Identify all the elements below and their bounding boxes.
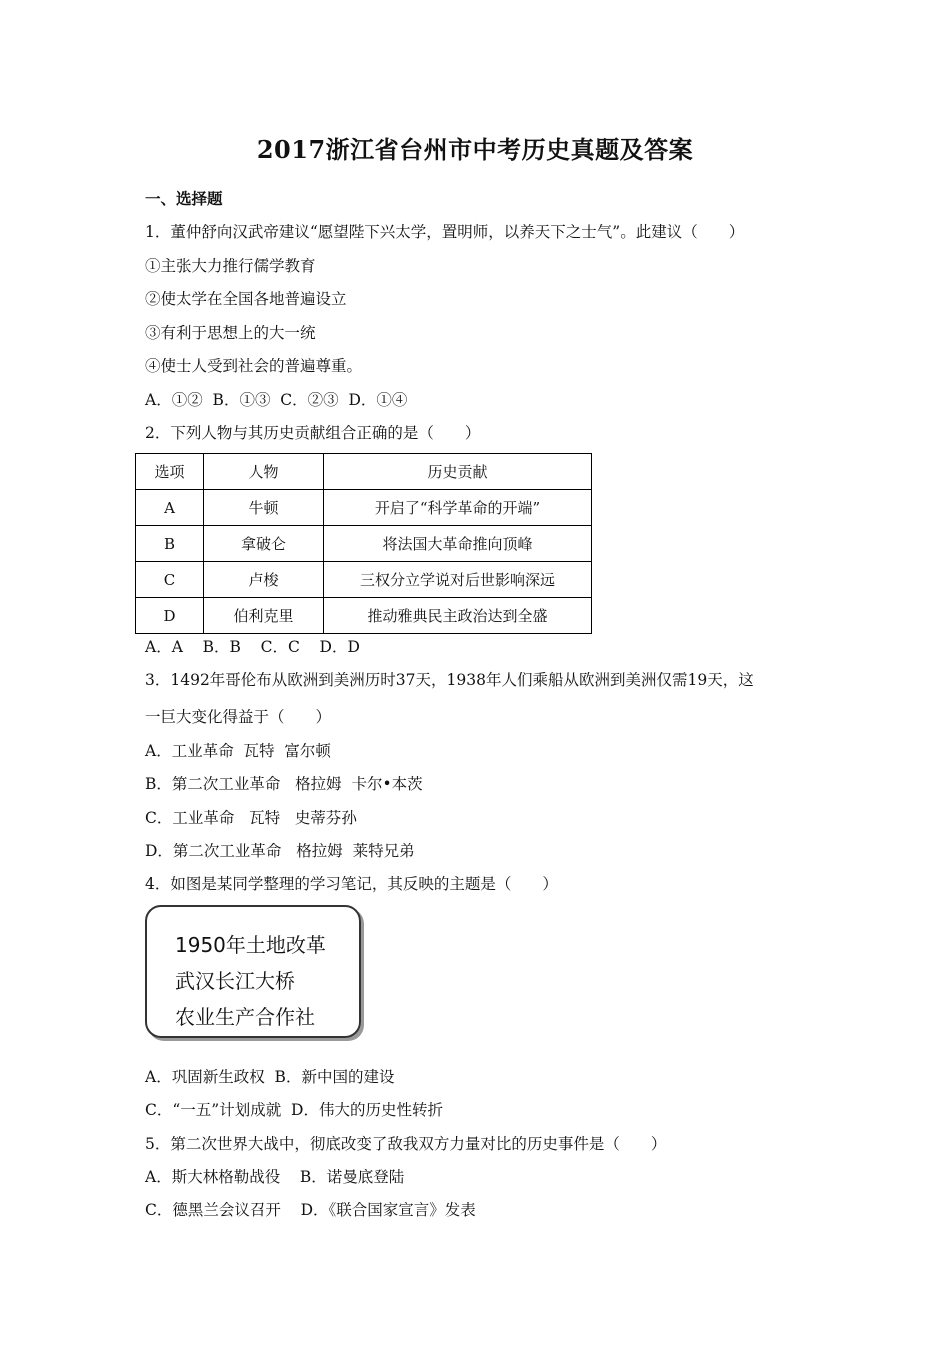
q2-table: [135, 453, 592, 634]
table-row: [136, 490, 592, 526]
table-row: [136, 598, 592, 634]
q5-option-ab: A．斯大林格勒战役 B．诺曼底登陆: [145, 1168, 405, 1186]
q5-stem: 5．第二次世界大战中，彻底改变了敌我双方力量对比的历史事件是（ ）: [145, 1135, 667, 1153]
table-cell: 三权分立学说对后世影响深远: [324, 562, 592, 598]
q1-stem: 1．董仲舒向汉武帝建议“愿望陛下兴太学，置明师，以养天下之士气”。此建议（ ）: [145, 223, 745, 241]
q4-option-cd: C．“一五”计划成就 D．伟大的历史性转折: [145, 1101, 443, 1119]
table-row: [136, 562, 592, 598]
table-cell: 伯利克里: [204, 598, 324, 634]
table-row: [136, 526, 592, 562]
q3-stem-line1: 3．1492年哥伦布从欧洲到美洲历时37天，1938年人们乘船从欧洲到美洲仅需19天，这: [145, 671, 754, 689]
q1-options: A．①② B．①③ C．②③ D．①④: [145, 391, 408, 409]
table-cell: B: [136, 526, 204, 562]
q5-option-cd: C．德黑兰会议召开 D．《联合国家宣言》发表: [145, 1201, 476, 1219]
q1-item-2: ②使太学在全国各地普遍设立: [145, 290, 347, 308]
table-cell: 拿破仑: [204, 526, 324, 562]
q2-stem: 2．下列人物与其历史贡献组合正确的是（ ）: [145, 424, 481, 442]
table-header-cell: 选项: [136, 454, 204, 490]
table-cell: 卢梭: [204, 562, 324, 598]
q1-item-3: ③有利于思想上的大一统: [145, 324, 316, 342]
q4-stem: 4．如图是某同学整理的学习笔记，其反映的主题是（ ）: [145, 875, 558, 893]
q1-item-1: ①主张大力推行儒学教育: [145, 257, 316, 275]
note-line: 武汉长江大桥: [175, 969, 295, 993]
table-header-cell: 历史贡献: [324, 454, 592, 490]
page-title: 2017浙江省台州市中考历史真题及答案: [256, 135, 694, 164]
q3-stem-line2: 一巨大变化得益于（ ）: [145, 708, 332, 726]
table-cell: 开启了“科学革命的开端”: [324, 490, 592, 526]
table-cell: D: [136, 598, 204, 634]
table-cell: 将法国大革命推向顶峰: [324, 526, 592, 562]
table-header-cell: 人物: [204, 454, 324, 490]
q2-options: A．A B．B C．C D．D: [145, 638, 360, 656]
q3-option-b: B．第二次工业革命 格拉姆 卡尔•本茨: [145, 775, 423, 793]
q4-option-ab: A．巩固新生政权 B．新中国的建设: [145, 1068, 395, 1086]
q1-item-4: ④使士人受到社会的普遍尊重。: [145, 357, 363, 375]
table-cell: A: [136, 490, 204, 526]
study-notes-figure: [145, 905, 361, 1038]
note-line: 农业生产合作社: [175, 1005, 315, 1029]
table-cell: 推动雅典民主政治达到全盛: [324, 598, 592, 634]
table-cell: C: [136, 562, 204, 598]
q3-option-d: D．第二次工业革命 格拉姆 莱特兄弟: [145, 842, 415, 860]
q3-option-c: C．工业革命 瓦特 史蒂芬孙: [145, 809, 357, 827]
table-header-row: [136, 454, 592, 490]
section-heading: 一、选择题: [145, 189, 223, 208]
q3-option-a: A．工业革命 瓦特 富尔顿: [145, 742, 331, 760]
table-cell: 牛顿: [204, 490, 324, 526]
note-line: 1950年土地改革: [175, 933, 326, 957]
